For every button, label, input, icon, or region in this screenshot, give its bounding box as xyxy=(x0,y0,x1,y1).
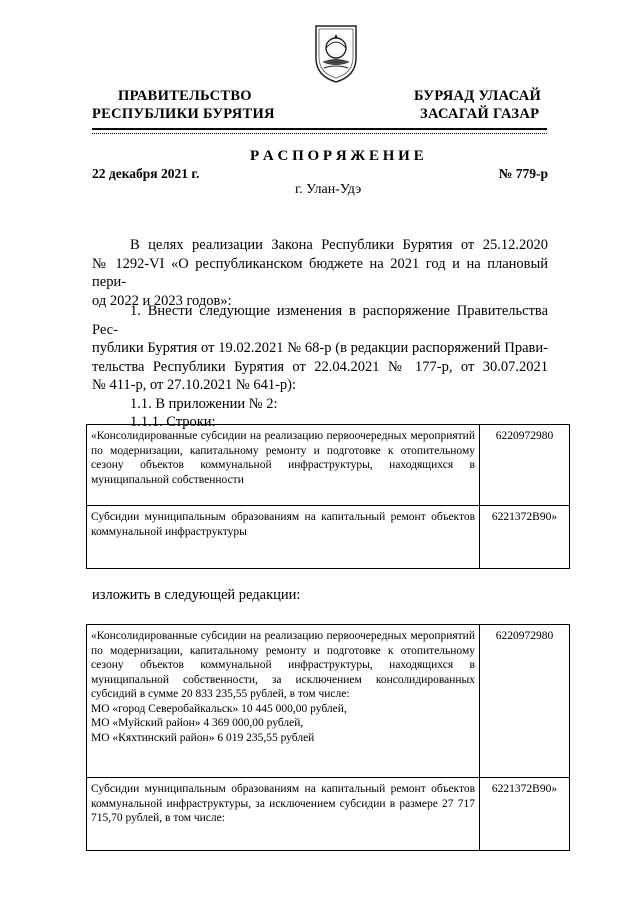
intro-line: № 1292-VI «О республиканском бюджете на 2021 год и на плановый пери- xyxy=(92,255,548,290)
table-row xyxy=(87,506,570,569)
table-cell-code: 6221372В90» xyxy=(480,506,570,569)
table-cell-code: 6220972980 xyxy=(480,425,570,506)
middle-text: изложить в следующей редакции: xyxy=(92,587,301,603)
document-date: 22 декабря 2021 г. xyxy=(92,166,200,181)
table-new-rows xyxy=(86,624,570,851)
item1-line: публики Бурятия от 19.02.2021 № 68-р (в редакции распоряжений Прави- xyxy=(92,340,548,356)
item1-sub2: 1.1.1. Строки: xyxy=(130,414,216,430)
intro-line: В целях реализации Закона Республики Бурятия от 25.12.2020 xyxy=(130,237,548,253)
government-name-ru-line1: ПРАВИТЕЛЬСТВО xyxy=(118,88,252,104)
government-name-bua-line1: БУРЯАД УЛАСАЙ xyxy=(414,88,542,104)
table-cell-code: 6221372В90» xyxy=(480,778,570,851)
item1-line: тельства Республики Бурятия от 22.04.2021 № 177-р, от 30.07.2021 xyxy=(92,358,548,375)
table-cell-code: 6220972980 xyxy=(480,625,570,778)
table-cell-text: «Консолидированные субсидии на реализацию первоочередных мероприятий по модернизации, капитальному ремонту и подготовке к отопительному сезону объектов коммунальной инфраструктуры, находящихся в муниципальной собственности xyxy=(87,425,480,506)
table-cell-text: Субсидии муниципальным образованиям на капитальный ремонт объектов коммунальной инфраструктуры xyxy=(87,506,480,569)
item1-line: № 411-р, от 27.10.2021 № 641-р): xyxy=(92,377,297,393)
item1-paragraph xyxy=(92,302,548,432)
header-divider-dotted xyxy=(92,133,547,134)
table-cell-text xyxy=(87,625,480,778)
table-cell-extra: МО «Кяхтинский район» 6 019 235,55 рублей xyxy=(91,731,315,744)
coat-of-arms-emblem xyxy=(312,22,360,84)
document-city: г. Улан-Удэ xyxy=(295,182,362,197)
document-title: Р А С П О Р Я Ж Е Н И Е xyxy=(250,148,424,164)
header-divider-solid xyxy=(92,128,547,130)
table-cell-text: Субсидии муниципальным образованиям на капитальный ремонт объектов коммунальной инфраструктуры, за исключением субсидии в размере 27 717 715,70 рублей, в том числе: xyxy=(87,778,480,851)
table-row xyxy=(87,778,570,851)
table-row xyxy=(87,625,570,778)
intro-paragraph xyxy=(92,236,548,310)
government-name-bua-line2: ЗАСАГАЙ ГАЗАР xyxy=(420,106,540,122)
item1-line: 1. Внести следующие изменения в распоряжение Правительства Рес- xyxy=(92,303,548,338)
government-name-ru-line2: РЕСПУБЛИКИ БУРЯТИЯ xyxy=(92,106,275,122)
item1-sub1: 1.1. В приложении № 2: xyxy=(130,395,278,412)
document-number: № 779-р xyxy=(498,166,548,181)
table-row xyxy=(87,425,570,506)
table-cell-extra: МО «город Северобайкальск» 10 445 000,00 рублей, xyxy=(91,702,347,715)
table-cell-text-main: «Консолидированные субсидии на реализацию первоочередных мероприятий по модернизации, капитальному ремонту и подготовке к отопительному сезону объектов коммунальной инфраструктуры, находящихся в муниципальной собственности, за исключением консолидированных субсидий в сумме 20 833 235,55 рублей, в том числе: xyxy=(91,630,475,700)
table-old-rows xyxy=(86,424,570,569)
table-cell-extra: МО «Муйский район» 4 369 000,00 рублей, xyxy=(91,717,304,729)
intro-line: од 2022 и 2023 годов»: xyxy=(92,292,232,309)
